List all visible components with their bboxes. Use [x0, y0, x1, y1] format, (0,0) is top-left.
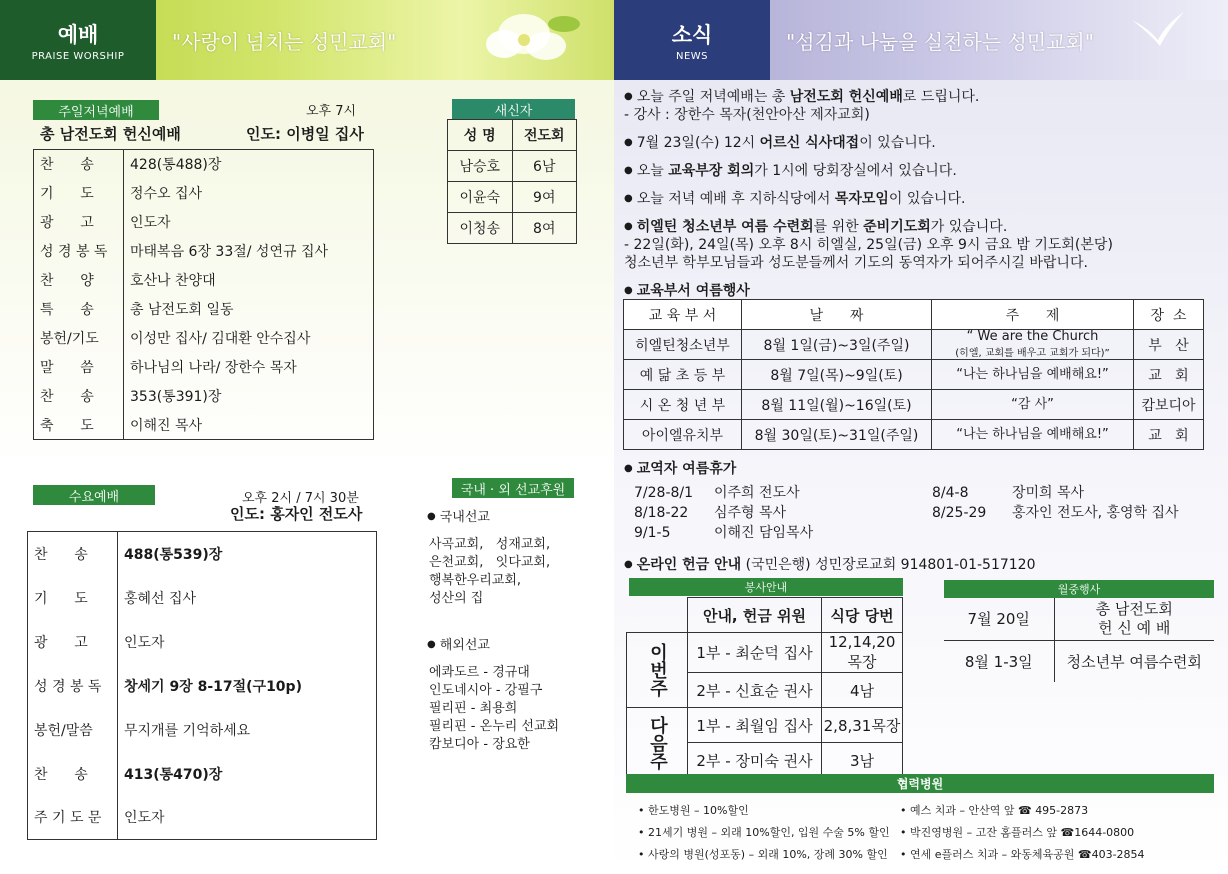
summer-row — [624, 330, 1204, 360]
partner-hospitals-title: 협력병원 — [626, 774, 1214, 793]
wednesday-service-tag: 수요예배 — [33, 485, 155, 505]
newcomer-name-header: 성 명 — [448, 120, 513, 151]
order-label: 성 경 봉 독 — [34, 237, 124, 266]
vacation-item — [932, 483, 1179, 503]
domestic-mission-item: 성산의 집 — [429, 591, 484, 606]
monthly-event-1: 총 남전도회 헌 신 예 배 — [1054, 598, 1214, 640]
service-row-1: 1부 - 최순덕 집사 — [688, 633, 822, 673]
monthly-date-2: 8월 1-3일 — [944, 640, 1054, 682]
summer-theme-text: “나는 하나님을 예배해요!” — [956, 426, 1109, 442]
order-label: 성 경 봉 독 — [28, 664, 118, 708]
order-row — [34, 208, 374, 237]
domestic-mission-item: 은천교회, 잇다교회, — [429, 555, 551, 570]
monthly-events-table — [944, 598, 1214, 682]
order-row — [34, 382, 374, 411]
newcomer-group: 6남 — [512, 151, 577, 182]
ushers-header: 안내, 헌금 위원 — [688, 598, 822, 633]
overseas-missions-list — [429, 664, 559, 754]
vacation-item — [634, 483, 813, 503]
sunday-leader: 인도: 이병일 집사 — [246, 125, 364, 143]
kitchen-row-3: 2,8,31목장 — [822, 708, 903, 743]
vacation-item — [634, 523, 813, 543]
summer-row — [624, 420, 1204, 450]
summer-date: 8월 1일(금)~3일(주일) — [742, 330, 932, 360]
order-label: 기 도 — [34, 179, 124, 208]
order-row — [28, 708, 377, 752]
news-header — [614, 0, 1228, 80]
order-row — [28, 752, 377, 796]
order-label: 찬 송 — [28, 752, 118, 796]
summer-theme — [932, 330, 1134, 360]
order-label: 기 도 — [28, 576, 118, 620]
sunday-service-tag: 주일저녁예배 — [33, 100, 159, 120]
order-label: 축 도 — [34, 411, 124, 440]
kitchen-header: 식당 당번 — [822, 598, 903, 633]
order-row — [28, 576, 377, 620]
order-value: 인도자 — [130, 215, 171, 231]
newcomer-row — [448, 182, 577, 213]
order-row — [34, 266, 374, 295]
summer-dept: 시 온 청 년 부 — [624, 390, 742, 420]
order-row — [34, 150, 374, 179]
vacation-item — [634, 503, 813, 523]
order-row — [34, 179, 374, 208]
order-label: 주 기 도 문 — [28, 796, 118, 840]
order-row — [34, 353, 374, 382]
service-row-2: 2부 - 신효순 권사 — [688, 673, 822, 708]
wednesday-time: 오후 2시 / 7시 30분 — [242, 491, 359, 506]
order-label: 봉헌/기도 — [34, 324, 124, 353]
order-label: 특 송 — [34, 295, 124, 324]
vacation-person: 심주형 목사 — [714, 505, 787, 521]
order-label: 광 고 — [34, 208, 124, 237]
news-item-1: ● 오늘 주일 저녁예배는 총 남전도회 헌신예배로 드립니다. — [624, 86, 979, 106]
logo-title: 예배 — [57, 22, 99, 47]
pastor-vacation-title: ● 교역자 여름휴가 — [624, 458, 736, 478]
summer-date: 8월 11일(월)~16일(토) — [742, 390, 932, 420]
vacation-person: 장미희 목사 — [1012, 485, 1085, 501]
summer-date: 8월 7일(목)~9일(토) — [742, 360, 932, 390]
newcomer-group: 8여 — [512, 213, 577, 244]
order-value: 413(통470)장 — [124, 766, 223, 783]
domestic-mission-item: 행복한우리교회, — [429, 573, 522, 588]
newcomers-table — [447, 119, 577, 244]
this-week-label: 이번주 — [627, 633, 688, 708]
hospital-list-left — [638, 800, 890, 866]
order-label: 찬 송 — [34, 382, 124, 411]
newcomer-row — [448, 213, 577, 244]
summer-theme-text: “감 사” — [1011, 396, 1054, 412]
kitchen-row-2: 4남 — [822, 673, 903, 708]
newcomer-name: 이청송 — [448, 213, 513, 244]
order-row — [28, 664, 377, 708]
summer-place: 부 산 — [1134, 330, 1204, 360]
order-value: 428(통488)장 — [130, 157, 222, 174]
order-row — [28, 796, 377, 840]
overseas-mission-item: 에콰도르 - 경규대 — [429, 665, 530, 680]
worship-slogan: "사랑이 넘치는 성민교회" — [172, 29, 397, 54]
vacation-list-right — [932, 483, 1179, 523]
online-offering: ● 온라인 헌금 안내 (국민은행) 성민장로교회 914801-01-517120 — [624, 554, 1035, 574]
news-item-1-detail: - 강사 : 장한수 목자(천안아산 제자교회) — [624, 107, 870, 123]
wednesday-order-table — [27, 531, 377, 840]
newcomer-row — [448, 151, 577, 182]
order-value: 무지개를 기억하세요 — [124, 722, 251, 739]
summer-events-table — [623, 299, 1204, 450]
order-value: 총 남전도회 일동 — [130, 302, 234, 318]
hospital-item: • 박진영병원 – 고잔 홈플러스 앞 ☎1644-0800 — [900, 822, 1145, 844]
summer-header: 날 짜 — [742, 300, 932, 330]
summer-place: 교 회 — [1134, 360, 1204, 390]
summer-theme-text: “ We are the Church — [966, 329, 1099, 344]
overseas-mission-item: 필리핀 - 온누리 선교회 — [429, 719, 560, 734]
vacation-item — [932, 503, 1179, 523]
order-value: 마태복음 6장 33절/ 성연규 집사 — [130, 244, 329, 260]
order-row — [34, 324, 374, 353]
summer-theme-subtext: (히엘, 교회를 배우고 교회가 되다)” — [955, 348, 1110, 359]
vacation-person: 홍자인 전도사, 홍영학 집사 — [1012, 505, 1179, 521]
order-label: 봉헌/말씀 — [28, 708, 118, 752]
service-guide-table — [626, 597, 903, 778]
hospital-item: • 연세 e플러스 치과 – 와동체육공원 ☎403-2854 — [900, 844, 1145, 866]
worship-logo — [0, 0, 156, 80]
order-value: 호산나 찬양대 — [130, 273, 216, 289]
logo-subtitle: PRAISE WORSHIP — [31, 50, 125, 62]
order-value: 이성만 집사/ 김대환 안수집사 — [130, 331, 311, 347]
summer-dept: 히엘틴청소년부 — [624, 330, 742, 360]
summer-header: 주 제 — [932, 300, 1134, 330]
sunday-time: 오후 7시 — [306, 104, 357, 119]
order-row — [28, 532, 377, 576]
monthly-events-tag: 월중행사 — [944, 580, 1214, 598]
summer-header: 장 소 — [1134, 300, 1204, 330]
order-value: 인도자 — [124, 634, 165, 651]
logo-title: 소식 — [671, 22, 713, 47]
news-item-4: ● 오늘 저녁 예배 후 지하식당에서 목자모임이 있습니다. — [624, 188, 965, 208]
kitchen-row-4: 3남 — [822, 743, 903, 778]
domestic-missions-list — [429, 536, 550, 608]
order-value: 홍혜선 집사 — [124, 590, 197, 607]
order-label: 말 씀 — [34, 353, 124, 382]
order-row — [34, 237, 374, 266]
newcomer-group-header: 전도회 — [512, 120, 577, 151]
domestic-mission-item: 사곡교회, 성재교회, — [429, 537, 551, 552]
news-logo — [614, 0, 770, 80]
news-item-5: ● 히엘틴 청소년부 여름 수련회를 위한 준비기도회가 있습니다. — [624, 216, 1007, 236]
news-item-2: ● 7월 23일(수) 12시 어르신 식사대접이 있습니다. — [624, 132, 936, 152]
order-value: 창세기 9장 8-17절(구10p) — [124, 678, 302, 695]
logo-subtitle: NEWS — [675, 50, 709, 62]
vacation-list-left — [634, 483, 813, 543]
newcomers-tag: 새신자 — [452, 99, 575, 119]
order-value: 하나님의 나라/ 장한수 목자 — [130, 360, 297, 376]
summer-dept: 예 닮 초 등 부 — [624, 360, 742, 390]
flower-image — [464, 4, 584, 78]
domestic-missions-title: ● 국내선교 — [427, 506, 490, 525]
overseas-mission-item: 캄보디아 - 장요한 — [429, 737, 530, 752]
summer-row — [624, 360, 1204, 390]
vacation-dates: 8/18-22 — [634, 505, 689, 521]
summer-theme — [932, 390, 1134, 420]
sunday-title: 총 남전도회 헌신예배 — [40, 125, 181, 143]
news-item-5-detail-2: 청소년부 학부모님들과 성도분들께서 기도의 동역자가 되어주시길 바랍니다. — [624, 255, 1088, 271]
news-item-3: ● 오늘 교육부장 회의가 1시에 당회장실에서 있습니다. — [624, 160, 957, 180]
service-row-3: 1부 - 최월임 집사 — [688, 708, 822, 743]
next-week-label: 다음주 — [627, 708, 688, 778]
vacation-person: 이해진 담임목사 — [714, 525, 814, 541]
order-value: 인도자 — [124, 810, 165, 827]
overseas-missions-title: ● 해외선교 — [427, 634, 490, 653]
order-label: 찬 양 — [34, 266, 124, 295]
summer-dept: 아이엘유치부 — [624, 420, 742, 450]
kitchen-row-1: 12,14,20목장 — [822, 633, 903, 673]
vacation-person: 이주희 전도사 — [714, 485, 800, 501]
overseas-mission-item: 인도네시아 - 강필구 — [429, 683, 543, 698]
hospital-item: • 한도병원 – 10%할인 — [638, 800, 890, 822]
wednesday-leader: 인도: 홍자인 전도사 — [230, 505, 363, 523]
summer-header: 교 육 부 서 — [624, 300, 742, 330]
order-value: 이해진 목사 — [130, 417, 203, 434]
order-label: 찬 송 — [34, 150, 124, 179]
order-row — [34, 411, 374, 440]
bird-image — [1128, 6, 1188, 66]
hospital-item: • 예스 치과 – 안산역 앞 ☎ 495-2873 — [900, 800, 1145, 822]
newcomer-group: 9여 — [512, 182, 577, 213]
service-row-4: 2부 - 장미숙 권사 — [688, 743, 822, 778]
newcomer-name: 이윤숙 — [448, 182, 513, 213]
news-item-5-detail-1: - 22일(화), 24일(목) 오후 8시 히엘실, 25일(금) 오후 9시 금요 밤 기도회(본당) — [624, 237, 1113, 253]
summer-row — [624, 390, 1204, 420]
overseas-mission-item: 필리핀 - 최용희 — [429, 701, 518, 716]
summer-theme — [932, 420, 1134, 450]
missions-tag: 국내 · 외 선교후원 — [452, 478, 574, 498]
summer-theme-text: “나는 하나님을 예배해요!” — [956, 366, 1109, 382]
sunday-order-table — [33, 149, 374, 440]
summer-events-title: ● 교육부서 여름행사 — [624, 280, 750, 300]
newcomer-name: 남승호 — [448, 151, 513, 182]
summer-theme — [932, 360, 1134, 390]
order-row — [34, 295, 374, 324]
summer-date: 8월 30일(토)~31일(주일) — [742, 420, 932, 450]
monthly-date-1: 7월 20일 — [944, 598, 1054, 640]
vacation-dates: 8/25-29 — [932, 505, 987, 521]
order-value: 488(통539)장 — [124, 546, 223, 563]
monthly-event-2: 청소년부 여름수련회 — [1066, 652, 1202, 671]
summer-place: 교 회 — [1134, 420, 1204, 450]
vacation-dates: 8/4-8 — [932, 485, 969, 501]
order-value: 353(통391)장 — [130, 389, 222, 405]
vacation-dates: 9/1-5 — [634, 525, 671, 541]
vacation-dates: 7/28-8/1 — [634, 485, 694, 501]
service-guide-tag: 봉사안내 — [629, 578, 903, 596]
hospital-item: • 사랑의 병원(성포동) – 외래 10%, 장례 30% 할인 — [638, 844, 890, 866]
news-slogan: "섬김과 나눔을 실천하는 성민교회" — [786, 29, 1094, 54]
hospital-item: • 21세기 병원 – 외래 10%할인, 입원 수술 5% 할인 — [638, 822, 890, 844]
order-row — [28, 620, 377, 664]
hospital-list-right — [900, 800, 1145, 866]
order-label: 찬 송 — [28, 532, 118, 576]
worship-header — [0, 0, 614, 80]
order-label: 광 고 — [28, 620, 118, 664]
summer-place: 캄보디아 — [1134, 390, 1204, 420]
order-value: 정수오 집사 — [130, 186, 203, 202]
